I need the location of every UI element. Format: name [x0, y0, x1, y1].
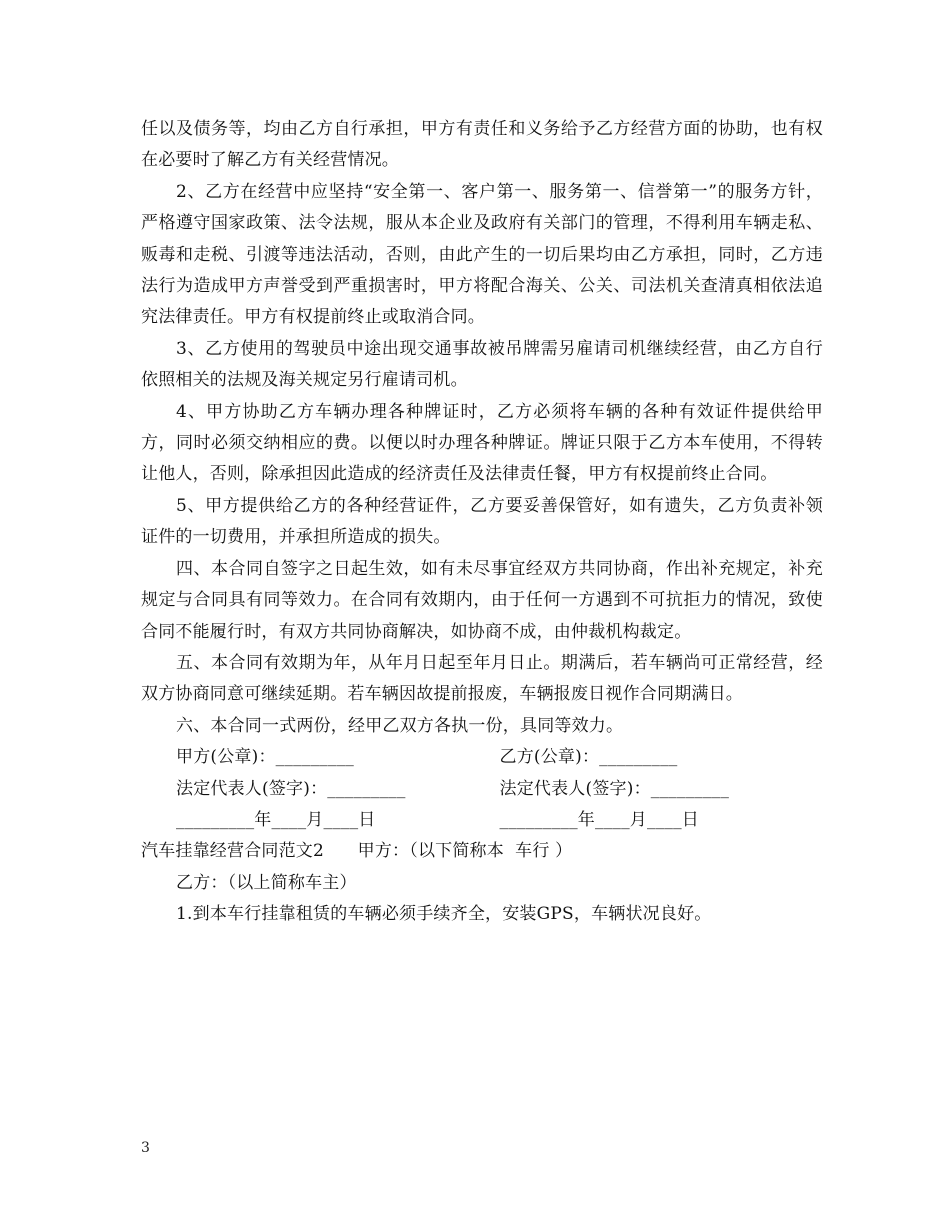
next-contract-title: 汽车挂靠经营合同范文2 甲方：（以下简称本 车行 ）	[141, 841, 573, 862]
paragraph-clause-1: 1.到本车行挂靠租赁的车辆必须手续齐全，安装GPS，车辆状况良好。	[176, 904, 712, 925]
paragraph-clause-3: 3、乙方使用的驾驶员中途出现交通事故被吊牌需另雇请司机继续经营，由乙方自行依照相关的法规及海关规定另行雇请司机。	[141, 338, 823, 391]
party-b-definition: 乙方：（以上简称车主）	[176, 872, 357, 893]
signature-row-representative	[141, 774, 823, 805]
party-a-date: _________年____月____日	[176, 809, 376, 830]
paragraph-section-5: 五、本合同有效期为年，从年月日起至年月日止。期满后，若车辆尚可正常经营，经双方协商同意可继续延期。若车辆因故提前报废，车辆报废日视作合同期满日。	[141, 652, 823, 705]
paragraph-clause-2: 2、乙方在经营中应坚持“安全第一、客户第一、服务第一、信誉第一”的服务方针，严格遵守国家政策、法令法规，服从本企业及政府有关部门的管理，不得利用车辆走私、贩毒和走税、引渡等违法活动，否则，由此产生的一切后果均由乙方承担，同时，乙方违法行为造成甲方声誉受到严重损害时，甲方将配合海关、公关、司法机关查清真相依法追究法律责任。甲方有权提前终止或取消合同。	[141, 181, 823, 328]
party-b-seal: 乙方(公章)：_________	[499, 747, 678, 768]
paragraph-clause-5: 5、甲方提供给乙方的各种经营证件，乙方要妥善保管好，如有遗失，乙方负责补领证件的一切费用，并承担所造成的损失。	[141, 495, 823, 548]
paragraph-section-6: 六、本合同一式两份，经甲乙双方各执一份，具同等效力。	[176, 715, 624, 736]
signature-row-seal	[141, 742, 823, 773]
page-number: 3	[141, 1140, 150, 1156]
document-body	[141, 114, 823, 931]
paragraph-section-4: 四、本合同自签字之日起生效，如有未尽事宜经双方共同协商，作出补充规定，补充规定与合同具有同等效力。在合同有效期内，由于任何一方遇到不可抗拒力的情况，致使合同不能履行时，有双方共同协商解决，如协商不成，由仲裁机构裁定。	[141, 558, 823, 642]
party-b-representative: 法定代表人(签字)：_________	[499, 778, 730, 799]
paragraph-continuation: 任以及债务等，均由乙方自行承担，甲方有责任和义务给予乙方经营方面的协助，也有权在必要时了解乙方有关经营情况。	[141, 119, 823, 171]
signature-row-date	[141, 805, 823, 836]
party-a-representative: 法定代表人(签字)：_________	[176, 778, 406, 799]
paragraph-clause-4: 4、甲方协助乙方车辆办理各种牌证时，乙方必须将车辆的各种有效证件提供给甲方，同时必须交纳相应的费。以便以时办理各种牌证。牌证只限于乙方本车使用，不得转让他人，否则，除承担因此造成的经济责任及法律责任餐，甲方有权提前终止合同。	[141, 401, 823, 485]
party-a-seal: 甲方(公章)：_________	[176, 747, 354, 768]
party-b-date: _________年____月____日	[499, 809, 699, 830]
